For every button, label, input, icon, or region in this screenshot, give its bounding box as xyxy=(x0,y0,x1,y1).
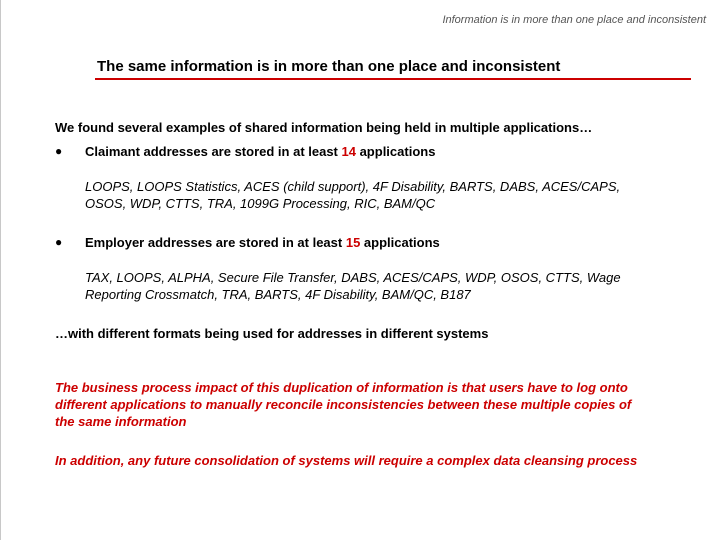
claimant-count: 14 xyxy=(341,144,356,159)
impact-statement xyxy=(55,379,695,430)
claimant-app-list xyxy=(85,178,695,212)
formats-note: …with different formats being used for addresses in different systems xyxy=(55,326,489,341)
intro-text: We found several examples of shared information being held in multiple applications… xyxy=(55,120,593,135)
employer-app-list xyxy=(85,269,695,303)
app-list-line: LOOPS, LOOPS Statistics, ACES (child support), 4F Disability, BARTS, DABS, ACES/CAPS, xyxy=(85,179,621,194)
app-list-line: TAX, LOOPS, ALPHA, Secure File Transfer, DABS, ACES/CAPS, WDP, OSOS, CTTS, Wage xyxy=(85,270,621,285)
app-list-line: OSOS, WDP, CTTS, TRA, 1099G Processing, RIC, BAM/QC xyxy=(85,196,436,211)
employer-count: 15 xyxy=(345,235,361,250)
app-list-line: Reporting Crossmatch, TRA, BARTS, 4F Disability, BAM/QC, B187 xyxy=(85,287,471,302)
impact-line: different applications to manually reconcile inconsistencies between these multiple copies of xyxy=(55,397,632,412)
bullet-employer-text xyxy=(85,235,440,250)
bullet-suffix: applications xyxy=(360,235,440,250)
bullet-prefix: Employer addresses are stored in at least xyxy=(85,235,346,250)
impact-line: The business process impact of this duplication of information is that users have to log onto xyxy=(55,380,628,395)
bullet-claimant-text xyxy=(85,144,435,159)
bullet-prefix: Claimant addresses are stored in at least xyxy=(85,144,342,159)
bullet-suffix: applications xyxy=(355,144,436,159)
header-caption: Information is in more than one place and inconsistent xyxy=(442,14,706,26)
left-border-rule xyxy=(0,0,1,540)
bullet-dot-icon: ● xyxy=(55,235,63,249)
title-underline xyxy=(95,78,691,80)
consolidation-statement: In addition, any future consolidation of systems will require a complex data cleansing process xyxy=(55,453,638,468)
impact-line: the same information xyxy=(55,414,187,429)
bullet-dot-icon: ● xyxy=(55,144,63,158)
slide-title: The same information is in more than one place and inconsistent xyxy=(97,58,561,75)
